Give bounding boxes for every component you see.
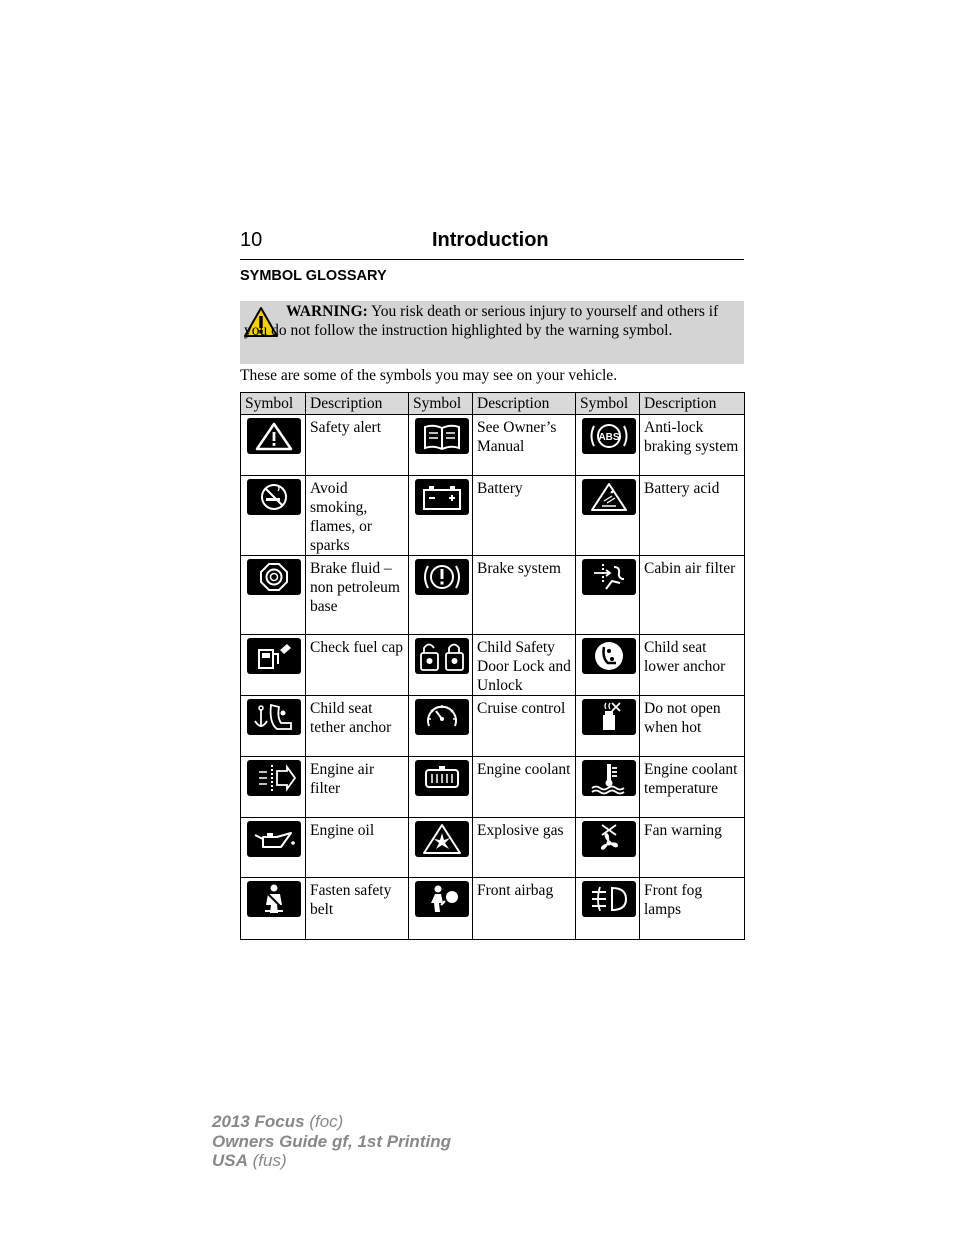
front-airbag-icon: [415, 881, 469, 917]
symbol-description: Child seat tether anchor: [306, 696, 409, 757]
explosive-gas-icon: [415, 821, 469, 857]
symbol-description: Cruise control: [473, 696, 576, 757]
symbol-description: Child Safety Door Lock and Unlock: [473, 635, 576, 696]
column-header: Symbol: [576, 393, 640, 415]
symbol-description: Battery acid: [640, 476, 745, 556]
column-header: Symbol: [241, 393, 306, 415]
cabin-air-filter-icon: [582, 559, 636, 595]
symbol-description: Front fog lamps: [640, 878, 745, 940]
engine-air-filter-icon: [247, 760, 301, 796]
battery-acid-icon: [582, 479, 636, 515]
footer-line-1: [212, 1112, 451, 1132]
intro-text: These are some of the symbols you may see on your vehicle.: [240, 367, 618, 384]
column-header: Description: [473, 393, 576, 415]
symbol-description: Cabin air filter: [640, 556, 745, 635]
engine-oil-icon: [247, 821, 301, 857]
symbol-description: Avoid smoking, flames, or sparks: [306, 476, 409, 556]
table-header-row: [241, 393, 745, 415]
column-header: Description: [306, 393, 409, 415]
table-row: [241, 818, 745, 878]
warning-label: WARNING:: [286, 303, 368, 320]
table-row: [241, 757, 745, 818]
symbol-description: Engine coolant temperature: [640, 757, 745, 818]
front-fog-lamps-icon: [582, 881, 636, 917]
symbol-description: Front airbag: [473, 878, 576, 940]
cruise-control-icon: [415, 699, 469, 735]
table-row: [241, 878, 745, 940]
do-not-open-hot-icon: [582, 699, 636, 735]
symbol-description: Engine coolant: [473, 757, 576, 818]
footer-model-code: (foc): [304, 1112, 344, 1131]
symbol-description: Fasten safety belt: [306, 878, 409, 940]
svg-text:ABS: ABS: [598, 432, 620, 443]
footer-market-code: (fus): [247, 1151, 287, 1170]
brake-system-icon: [415, 559, 469, 595]
symbol-description: See Owner’s Manual: [473, 415, 576, 476]
page-title: Introduction: [432, 229, 549, 251]
fan-warning-icon: [582, 821, 636, 857]
symbol-description: Brake system: [473, 556, 576, 635]
table-row: [241, 556, 745, 635]
warning-box: [240, 301, 744, 364]
footer-line-3: [212, 1151, 451, 1171]
table-row: [241, 476, 745, 556]
footer-model: 2013 Focus: [212, 1112, 305, 1131]
table-row: [241, 415, 745, 476]
warning-message: You risk death or serious injury to yourself and others if you do not follow the instruction highlighted by the warning symbol.: [244, 303, 719, 339]
symbol-description: Do not open when hot: [640, 696, 745, 757]
brake-fluid-icon: [247, 559, 301, 595]
symbol-description: Engine air filter: [306, 757, 409, 818]
child-seat-tether-icon: [247, 699, 301, 735]
owners-manual-icon: [415, 418, 469, 454]
table-row: [241, 696, 745, 757]
symbol-description: Safety alert: [306, 415, 409, 476]
safety-alert-icon: [247, 418, 301, 454]
battery-icon: [415, 479, 469, 515]
symbol-description: Battery: [473, 476, 576, 556]
symbol-description: Fan warning: [640, 818, 745, 878]
seat-belt-icon: [247, 881, 301, 917]
abs-icon: [582, 418, 636, 454]
child-lock-icon: [415, 638, 469, 674]
footer-guide: Owners Guide gf, 1st Printing: [212, 1131, 451, 1151]
column-header: Symbol: [409, 393, 473, 415]
footer-market: USA: [212, 1151, 248, 1170]
no-smoking-icon: [247, 479, 301, 515]
page-number: 10: [240, 229, 263, 251]
footer-line-2: [212, 1132, 451, 1152]
page-header: [240, 229, 744, 260]
fuel-cap-icon: [247, 638, 301, 674]
symbol-description: Check fuel cap: [306, 635, 409, 696]
symbol-description: Child seat lower anchor: [640, 635, 745, 696]
table-row: [241, 635, 745, 696]
child-seat-anchor-icon: [582, 638, 636, 674]
symbol-glossary-table: [240, 392, 745, 940]
symbol-description: Explosive gas: [473, 818, 576, 878]
section-title: SYMBOL GLOSSARY: [240, 268, 387, 284]
symbol-description: Anti-lock braking system: [640, 415, 745, 476]
warning-text: [244, 302, 734, 340]
symbol-description: Engine oil: [306, 818, 409, 878]
symbol-description: Brake fluid – non petroleum base: [306, 556, 409, 635]
engine-coolant-icon: [415, 760, 469, 796]
coolant-temperature-icon: [582, 760, 636, 796]
document-footer: [212, 1112, 451, 1171]
column-header: Description: [640, 393, 745, 415]
